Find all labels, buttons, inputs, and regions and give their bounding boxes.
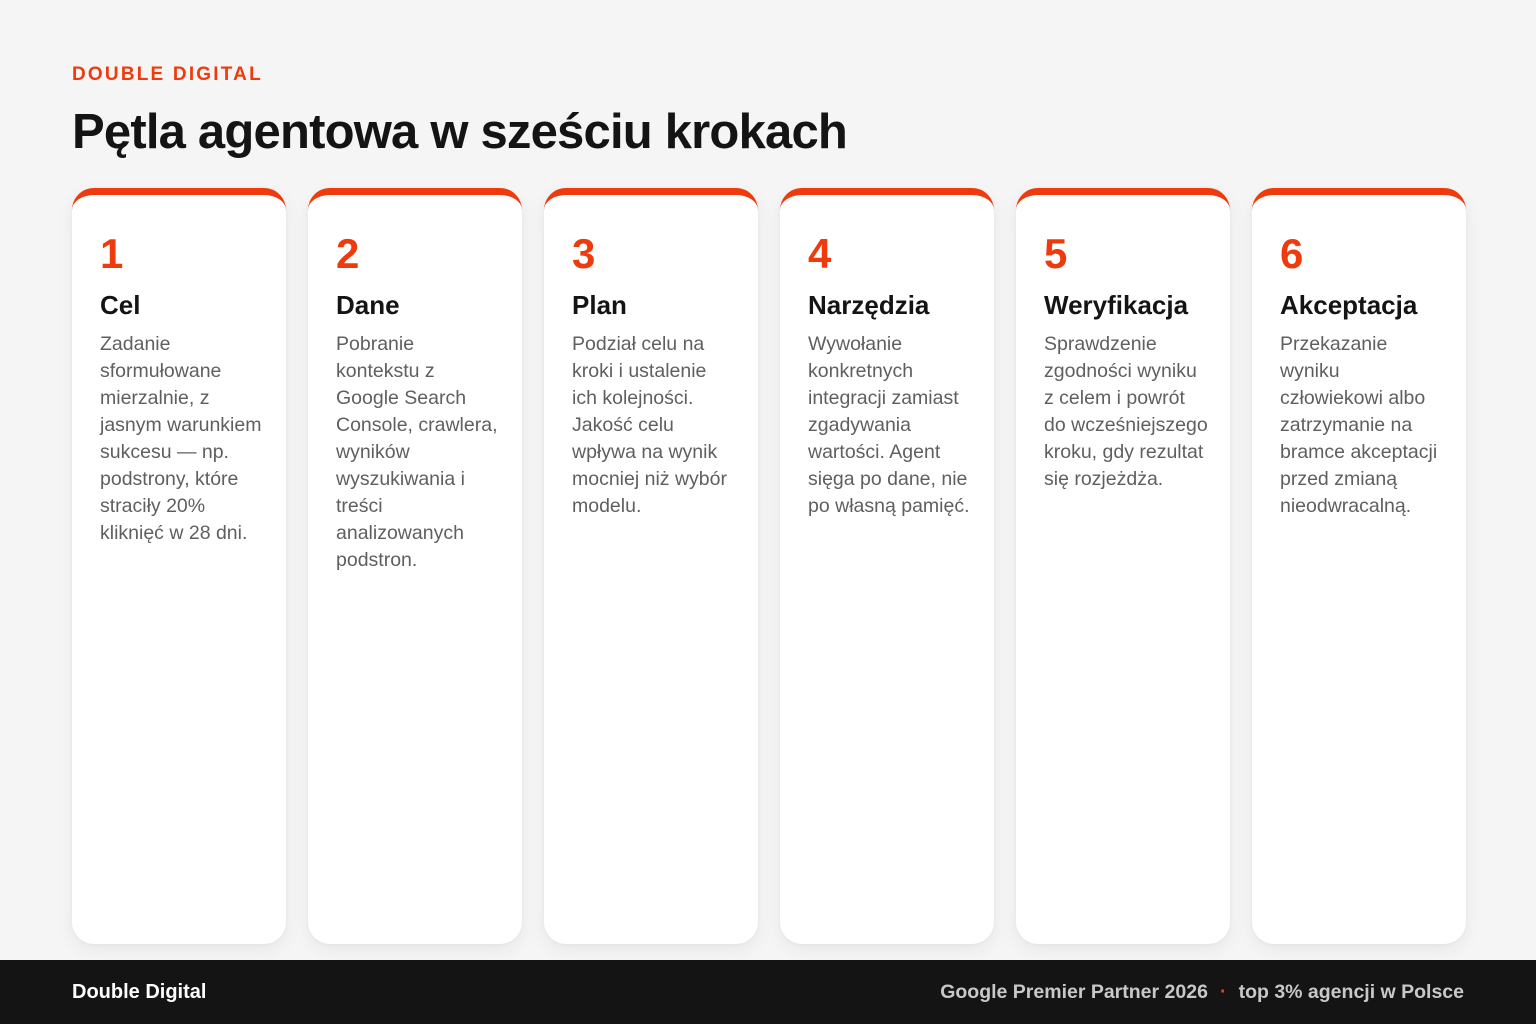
step-card-5 xyxy=(1016,188,1230,944)
step-title: Dane xyxy=(336,290,400,320)
step-description: Wywołanie konkretnych integracji zamiast zgadywania wartości. Agent sięga po dane, nie po własną pamięć. xyxy=(808,333,970,517)
step-description: Zadanie sformułowane mierzalnie, z jasnym warunkiem sukcesu — np. podstrony, które straciły 20% kliknięć w 28 dni. xyxy=(100,333,262,544)
step-description: Podział celu na kroki i ustalenie ich kolejności. Jakość celu wpływa na wynik mocniej niż wybór modelu. xyxy=(572,333,727,517)
step-card-4 xyxy=(780,188,994,944)
step-title: Plan xyxy=(572,290,627,320)
step-description: Przekazanie wyniku człowiekowi albo zatrzymanie na bramce akceptacji przed zmianą nieodwracalną. xyxy=(1280,333,1438,517)
step-title: Weryfikacja xyxy=(1044,290,1189,320)
footer-credentials xyxy=(940,981,1464,1004)
step-description: Sprawdzenie zgodności wyniku z celem i powrót do wcześniejszego kroku, gdy rezultat się rozjeżdża. xyxy=(1044,333,1208,490)
step-title: Akceptacja xyxy=(1280,290,1418,320)
step-card-6 xyxy=(1252,188,1466,944)
step-card-1 xyxy=(72,188,286,944)
step-number: 4 xyxy=(808,230,832,277)
step-number: 2 xyxy=(336,230,360,277)
brand-label: DOUBLE DIGITAL xyxy=(72,64,263,85)
step-title: Narzędzia xyxy=(808,290,930,320)
step-number: 3 xyxy=(572,230,596,277)
footer-separator: · xyxy=(1219,980,1227,1003)
step-number: 5 xyxy=(1044,230,1068,277)
footer-brand: Double Digital xyxy=(72,980,207,1003)
partner-badge-text: Google Premier Partner 2026 xyxy=(940,980,1208,1003)
page-title: Pętla agentowa w sześciu krokach xyxy=(72,105,848,159)
step-number: 1 xyxy=(100,230,124,277)
ranking-claim-text: top 3% agencji w Polsce xyxy=(1238,980,1464,1003)
step-card-2 xyxy=(308,188,522,944)
step-number: 6 xyxy=(1280,230,1304,277)
steps-row xyxy=(72,188,1466,944)
step-card-3 xyxy=(544,188,758,944)
step-description: Pobranie kontekstu z Google Search Console, crawlera, wyników wyszukiwania i treści analizowanych podstron. xyxy=(336,333,498,571)
step-title: Cel xyxy=(100,290,141,320)
footer-bar xyxy=(0,960,1536,1024)
